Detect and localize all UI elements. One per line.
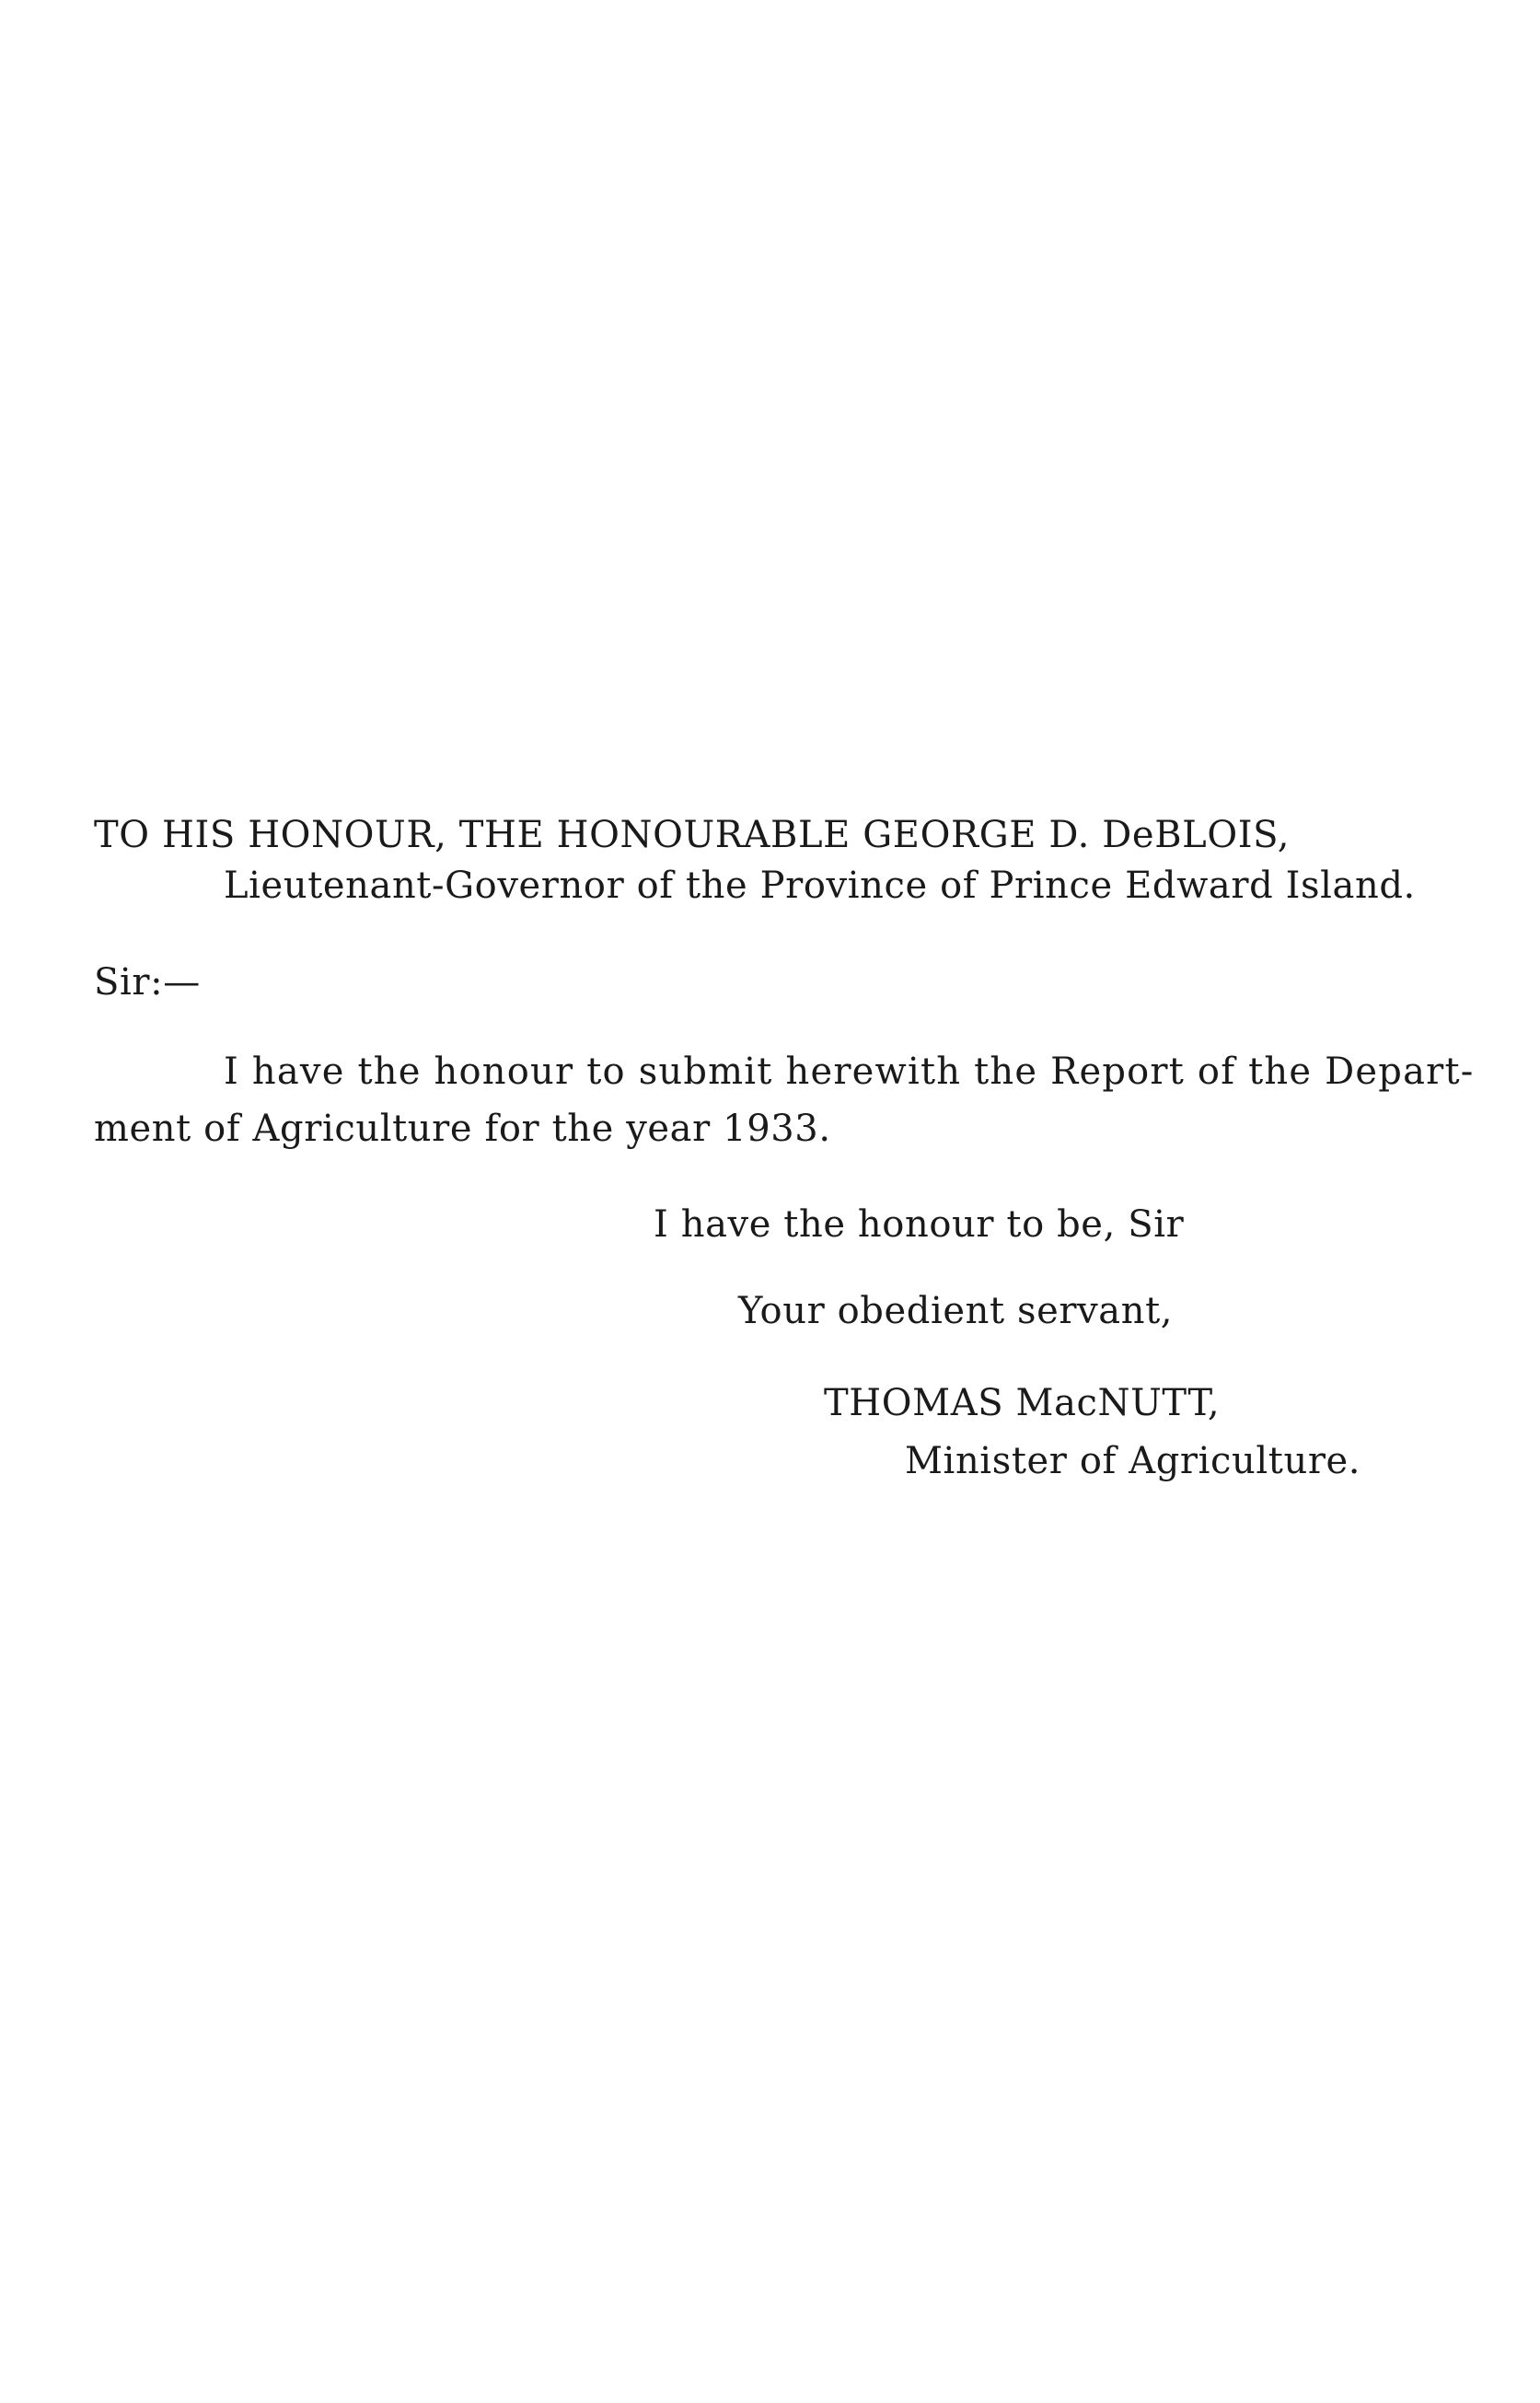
valediction: Your obedient servant,: [738, 1290, 1174, 1332]
body-text-line-2: ment of Agriculture for the year 1933.: [94, 1108, 831, 1150]
closing-line: I have the honour to be, Sir: [654, 1203, 1185, 1246]
body-text-line-1: I have the honour to submit herewith the Report of the Depart-: [224, 1051, 1475, 1093]
signatory-name: THOMAS MacNUTT,: [824, 1382, 1221, 1424]
addressee-line: TO HIS HONOUR, THE HONOURABLE GEORGE D. DeBLOIS,: [94, 814, 1291, 856]
addressee-title-line: Lieutenant-Governor of the Province of Prince Edward Island.: [224, 865, 1416, 907]
signatory-title: Minister of Agriculture.: [905, 1440, 1361, 1482]
salutation: Sir:—: [94, 961, 201, 1004]
